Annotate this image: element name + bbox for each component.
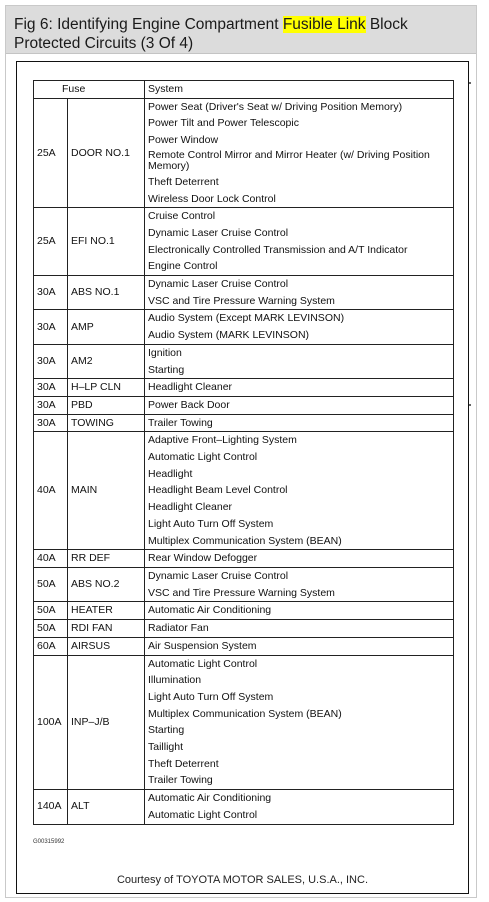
system-item: Headlight Cleaner (148, 501, 233, 514)
system-item: Automatic Air Conditioning (148, 792, 272, 805)
protected-systems (145, 550, 454, 568)
fuse-table (33, 80, 454, 825)
system-item: Starting (148, 363, 185, 376)
courtesy-note: Courtesy of TOYOTA MOTOR SALES, U.S.A., INC. (116, 874, 369, 886)
system-item: Headlight (148, 467, 193, 480)
table-row (34, 208, 454, 276)
protected-systems (145, 655, 454, 790)
table-row (34, 432, 454, 550)
system-item: Dynamic Laser Cruise Control (148, 569, 289, 582)
fuse-name: H–LP CLN (68, 379, 145, 397)
protected-systems (145, 432, 454, 550)
figure-frame (5, 5, 477, 898)
system-item: Automatic Light Control (148, 657, 258, 670)
system-item: Audio System (Except MARK LEVINSON) (148, 312, 345, 325)
table-row (34, 550, 454, 568)
system-item: Theft Deterrent (148, 757, 219, 770)
system-item: VSC and Tire Pressure Warning System (148, 294, 335, 307)
table-row (34, 396, 454, 414)
fuse-name: AM2 (68, 344, 145, 378)
fuse-amperage: 50A (34, 567, 68, 601)
system-item: Audio System (MARK LEVINSON) (148, 329, 310, 342)
system-item: Radiator Fan (148, 622, 209, 635)
system-item: Rear Window Defogger (148, 552, 258, 565)
fuse-name: PBD (68, 396, 145, 414)
table-row (34, 790, 454, 824)
system-item: Trailer Towing (148, 416, 213, 429)
scan-speck (469, 404, 471, 406)
system-item: Electronically Controlled Transmission and A/T Indicator (148, 243, 408, 256)
fuse-amperage: 30A (34, 379, 68, 397)
header-fuse: Fuse (34, 81, 145, 99)
fuse-amperage: 40A (34, 550, 68, 568)
protected-systems (145, 620, 454, 638)
table-row (34, 310, 454, 344)
fuse-name: HEATER (68, 602, 145, 620)
table-row (34, 620, 454, 638)
protected-systems (145, 276, 454, 310)
system-item: Multiplex Communication System (BEAN) (148, 534, 342, 547)
fuse-name: RR DEF (68, 550, 145, 568)
protected-systems (145, 602, 454, 620)
system-item: Light Auto Turn Off System (148, 517, 274, 530)
figure-title (14, 15, 469, 53)
protected-systems (145, 790, 454, 824)
title-text-end: Block Protected Circuits (3 Of 4) (14, 16, 408, 52)
system-item: Wireless Door Lock Control (148, 192, 276, 205)
table-row (34, 655, 454, 790)
fuse-amperage: 30A (34, 414, 68, 432)
fuse-name: MAIN (68, 432, 145, 550)
system-item: Theft Deterrent (148, 175, 219, 188)
fuse-table-body (34, 98, 454, 824)
figure-header (6, 6, 476, 54)
system-item: Remote Control Mirror and Mirror Heater (w/ Driving Position Memory) (148, 148, 430, 173)
protected-systems (145, 637, 454, 655)
table-row (34, 602, 454, 620)
system-item: Illumination (148, 674, 202, 687)
system-item: Headlight Beam Level Control (148, 484, 288, 497)
fuse-amperage: 30A (34, 396, 68, 414)
system-item: Multiplex Communication System (BEAN) (148, 707, 342, 720)
system-item: Adaptive Front–Lighting System (148, 434, 297, 447)
system-item: Automatic Light Control (148, 808, 258, 821)
system-item: Automatic Light Control (148, 451, 258, 464)
system-item: Taillight (148, 741, 184, 754)
document-image (16, 61, 469, 894)
fuse-name: DOOR NO.1 (68, 98, 145, 208)
table-row (34, 379, 454, 397)
protected-systems (145, 98, 454, 208)
protected-systems (145, 344, 454, 378)
system-item: Ignition (148, 346, 182, 359)
fuse-name: RDI FAN (68, 620, 145, 638)
fuse-amperage: 30A (34, 276, 68, 310)
system-item: Power Window (148, 134, 219, 147)
header-system: System (145, 81, 454, 99)
system-item: Air Suspension System (148, 639, 257, 652)
protected-systems (145, 414, 454, 432)
table-row (34, 344, 454, 378)
system-item: Light Auto Turn Off System (148, 690, 274, 703)
system-item: Trailer Towing (148, 774, 213, 787)
fuse-amperage: 30A (34, 310, 68, 344)
system-item: Power Back Door (148, 398, 230, 411)
fuse-name: ABS NO.1 (68, 276, 145, 310)
table-row (34, 276, 454, 310)
fuse-amperage: 25A (34, 208, 68, 276)
system-item: Engine Control (148, 260, 218, 273)
system-item: Power Tilt and Power Telescopic (148, 117, 299, 130)
protected-systems (145, 396, 454, 414)
fuse-amperage: 50A (34, 620, 68, 638)
scan-speck (469, 82, 471, 84)
system-item: Power Seat (Driver's Seat w/ Driving Position Memory) (148, 100, 403, 113)
table-row (34, 567, 454, 601)
fuse-amperage: 140A (34, 790, 68, 824)
protected-systems (145, 208, 454, 276)
fuse-name: AIRSUS (68, 637, 145, 655)
system-item: Headlight Cleaner (148, 381, 233, 394)
table-row (34, 414, 454, 432)
protected-systems (145, 567, 454, 601)
figure-code: G00315992 (33, 839, 65, 845)
fuse-name: TOWING (68, 414, 145, 432)
fuse-name: ABS NO.2 (68, 567, 145, 601)
fuse-amperage: 50A (34, 602, 68, 620)
system-item: Automatic Air Conditioning (148, 604, 272, 617)
fuse-amperage: 25A (34, 98, 68, 208)
fuse-amperage: 40A (34, 432, 68, 550)
fuse-name: EFI NO.1 (68, 208, 145, 276)
fuse-amperage: 100A (34, 655, 68, 790)
table-row (34, 637, 454, 655)
system-item: Cruise Control (148, 210, 216, 223)
protected-systems (145, 310, 454, 344)
fuse-amperage: 60A (34, 637, 68, 655)
system-item: Starting (148, 724, 185, 737)
table-row (34, 98, 454, 208)
fuse-amperage: 30A (34, 344, 68, 378)
system-item: VSC and Tire Pressure Warning System (148, 586, 335, 599)
system-item: Dynamic Laser Cruise Control (148, 226, 289, 239)
system-item: Dynamic Laser Cruise Control (148, 278, 289, 291)
protected-systems (145, 379, 454, 397)
title-highlight: Fusible Link (282, 16, 366, 33)
fuse-name: INP–J/B (68, 655, 145, 790)
title-text: Fig 6: Identifying Engine Compartment (14, 16, 283, 33)
table-header-row (34, 81, 454, 99)
fuse-name: AMP (68, 310, 145, 344)
fuse-name: ALT (68, 790, 145, 824)
